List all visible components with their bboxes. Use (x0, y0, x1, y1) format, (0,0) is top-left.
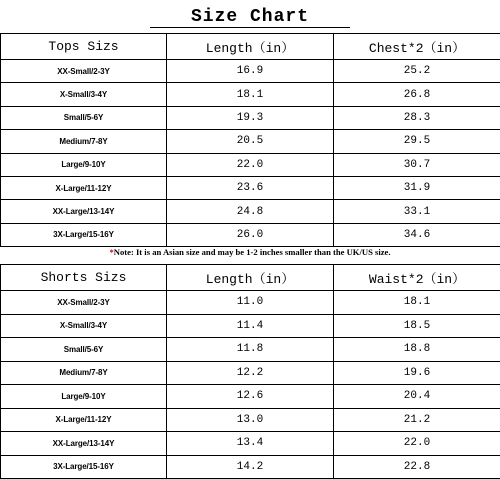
length-cell: 14.2 (167, 455, 334, 479)
table-row (1, 408, 500, 432)
column-header-waist: Waist*2（in） (334, 265, 500, 291)
shorts-size-table (0, 264, 500, 479)
table-row (1, 153, 500, 176)
table-header-row (1, 265, 500, 291)
table-row (1, 385, 500, 409)
length-cell: 23.6 (167, 176, 334, 199)
table-row (1, 314, 500, 338)
table-row (1, 130, 500, 153)
length-cell: 12.2 (167, 361, 334, 385)
size-cell: X-Large/11-12Y (1, 408, 167, 432)
table-row (1, 176, 500, 199)
size-cell: Large/9-10Y (1, 153, 167, 176)
column-header-length: Length（in） (167, 34, 334, 60)
table-header-row (1, 34, 500, 60)
tops-size-table (0, 33, 500, 247)
size-cell: X-Large/11-12Y (1, 176, 167, 199)
size-cell: XX-Large/13-14Y (1, 200, 167, 223)
length-cell: 12.6 (167, 385, 334, 409)
length-cell: 11.4 (167, 314, 334, 338)
chest-cell: 26.8 (334, 83, 500, 106)
length-cell: 19.3 (167, 106, 334, 129)
chest-cell: 34.6 (334, 223, 500, 246)
table-row (1, 291, 500, 315)
size-cell: Small/5-6Y (1, 338, 167, 362)
title-underline (150, 27, 350, 28)
chest-cell: 28.3 (334, 106, 500, 129)
waist-cell: 18.1 (334, 291, 500, 315)
waist-cell: 21.2 (334, 408, 500, 432)
waist-cell: 18.8 (334, 338, 500, 362)
size-cell: XX-Small/2-3Y (1, 291, 167, 315)
size-cell: 3X-Large/15-16Y (1, 455, 167, 479)
length-cell: 13.0 (167, 408, 334, 432)
chest-cell: 31.9 (334, 176, 500, 199)
chest-cell: 30.7 (334, 153, 500, 176)
sizing-note (0, 240, 500, 264)
length-cell: 16.9 (167, 60, 334, 83)
size-cell: X-Small/3-4Y (1, 314, 167, 338)
size-cell: Medium/7-8Y (1, 130, 167, 153)
table-row (1, 361, 500, 385)
size-cell: Small/5-6Y (1, 106, 167, 129)
chest-cell: 25.2 (334, 60, 500, 83)
size-cell: XX-Large/13-14Y (1, 432, 167, 456)
size-cell: 3X-Large/15-16Y (1, 223, 167, 246)
table-row (1, 200, 500, 223)
column-header-size: Shorts Sizs (1, 265, 167, 291)
note-asterisk: * (109, 247, 113, 257)
table-row (1, 83, 500, 106)
length-cell: 18.1 (167, 83, 334, 106)
length-cell: 11.8 (167, 338, 334, 362)
waist-cell: 22.0 (334, 432, 500, 456)
chest-cell: 33.1 (334, 200, 500, 223)
column-header-length: Length（in） (167, 265, 334, 291)
size-cell: X-Small/3-4Y (1, 83, 167, 106)
length-cell: 13.4 (167, 432, 334, 456)
length-cell: 11.0 (167, 291, 334, 315)
table-row (1, 432, 500, 456)
waist-cell: 20.4 (334, 385, 500, 409)
table-row (1, 455, 500, 479)
table-row (1, 106, 500, 129)
length-cell: 20.5 (167, 130, 334, 153)
waist-cell: 22.8 (334, 455, 500, 479)
waist-cell: 18.5 (334, 314, 500, 338)
waist-cell: 19.6 (334, 361, 500, 385)
chest-cell: 29.5 (334, 130, 500, 153)
length-cell: 22.0 (167, 153, 334, 176)
note-text: Note: It is an Asian size and may be 1-2 inches smaller than the UK/US size. (114, 247, 391, 257)
table-row (1, 60, 500, 83)
page-title: Size Chart (0, 6, 500, 28)
size-cell: XX-Small/2-3Y (1, 60, 167, 83)
column-header-chest: Chest*2（in） (334, 34, 500, 60)
column-header-size: Tops Sizs (1, 34, 167, 60)
length-cell: 24.8 (167, 200, 334, 223)
table-row (1, 338, 500, 362)
size-cell: Medium/7-8Y (1, 361, 167, 385)
size-cell: Large/9-10Y (1, 385, 167, 409)
length-cell: 26.0 (167, 223, 334, 246)
